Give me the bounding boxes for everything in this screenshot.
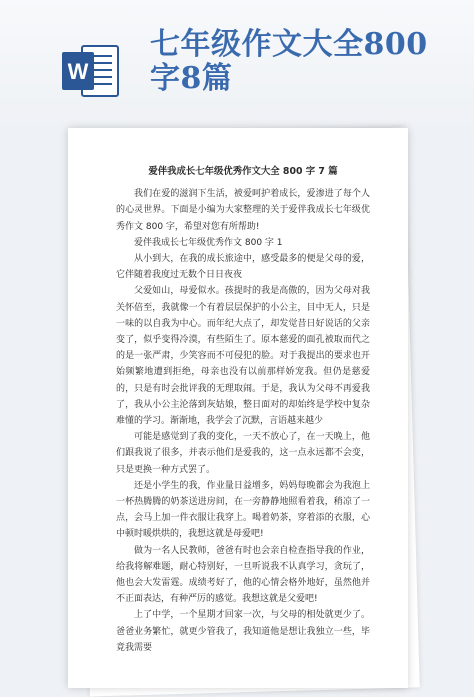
document-page [68,128,408,688]
body-paragraph: 还是小学生的我，作业量日益增多，妈妈每晚都会为我泡上一杯热腾腾的奶茶送进房间，在一旁静静地照看着我，稍凉了一点，会马上加一件衣服让我穿上。喝着奶茶，穿着添的衣服，心中顿时暖烘烘的，我想这就是母爱吧! [116,480,370,540]
document-body [116,164,370,656]
body-paragraph: 可能是感觉到了我的变化，一天不放心了，在一天晚上，他们跟我说了很多，并表示他们是爱我的，这一点永远都不会变，只是更换一种方式罢了。 [116,432,370,475]
word-icon-letter: W [67,59,89,84]
word-document-icon [60,40,122,102]
document-title: 爱伴我成长七年级优秀作文大全 800 字 7 篇 [148,166,338,177]
body-paragraph: 做为一名人民教师，爸爸有时也会亲自检查指导我的作业，给我将解难题，耐心特别好，一旦听说我不认真学习，贪玩了，他也会大发雷霆。成绩考好了，他的心情会格外地好，虽然他并不正面表达，有种严厉的感觉。我想这就是父爱吧! [116,545,370,605]
banner-title: 七年级作文大全800字8篇 [150,27,428,96]
section-subtitle: 爱伴我成长七年级优秀作文 800 字 1 [134,237,283,248]
intro-paragraph: 我们在爱的滋润下生活，被爱呵护着成长，爱渗进了每个人的心灵世界。下面是小编为大家整理的关于爱伴我成长七年级优秀作文 800 字，希望对您有所帮助! [116,189,370,232]
body-paragraph: 上了中学，一个星期才回家一次，与父母的相处就更少了。爸爸业务繁忙，就更少管我了，我知道他是想让我独立一些，毕竟我需要 [116,610,370,653]
body-paragraph: 父爱如山，母爱似水。孩提时的我是高傲的，因为父母对我关怀倍至，我就像一个有着层层保护的小公主，目中无人，只是一味的以自我为中心。而年纪大点了，却发觉昔日好说话的父亲变了，似乎变得冷漠，有些陌生了。原本慈爱的面孔被取而代之的是一张严肃，少笑容而不可侵犯的脸。对于我提出的要求也开始频繁地遭到拒绝，母亲也没有以前那样娇宠我。但仍是慈爱的，只是有时会批评我的无理取闹。于是，我认为父母不再爱我了，我从小公主沦落到灰姑娘，整日面对的却始终是学校中复杂难懂的学习。渐渐地，我学会了沉默，言语越来越少 [116,286,370,427]
body-paragraph: 从小到大，在我的成长旅途中，感受最多的便是父母的爱，它伴随着我度过无数个日日夜夜 [116,254,370,281]
banner [0,0,474,135]
